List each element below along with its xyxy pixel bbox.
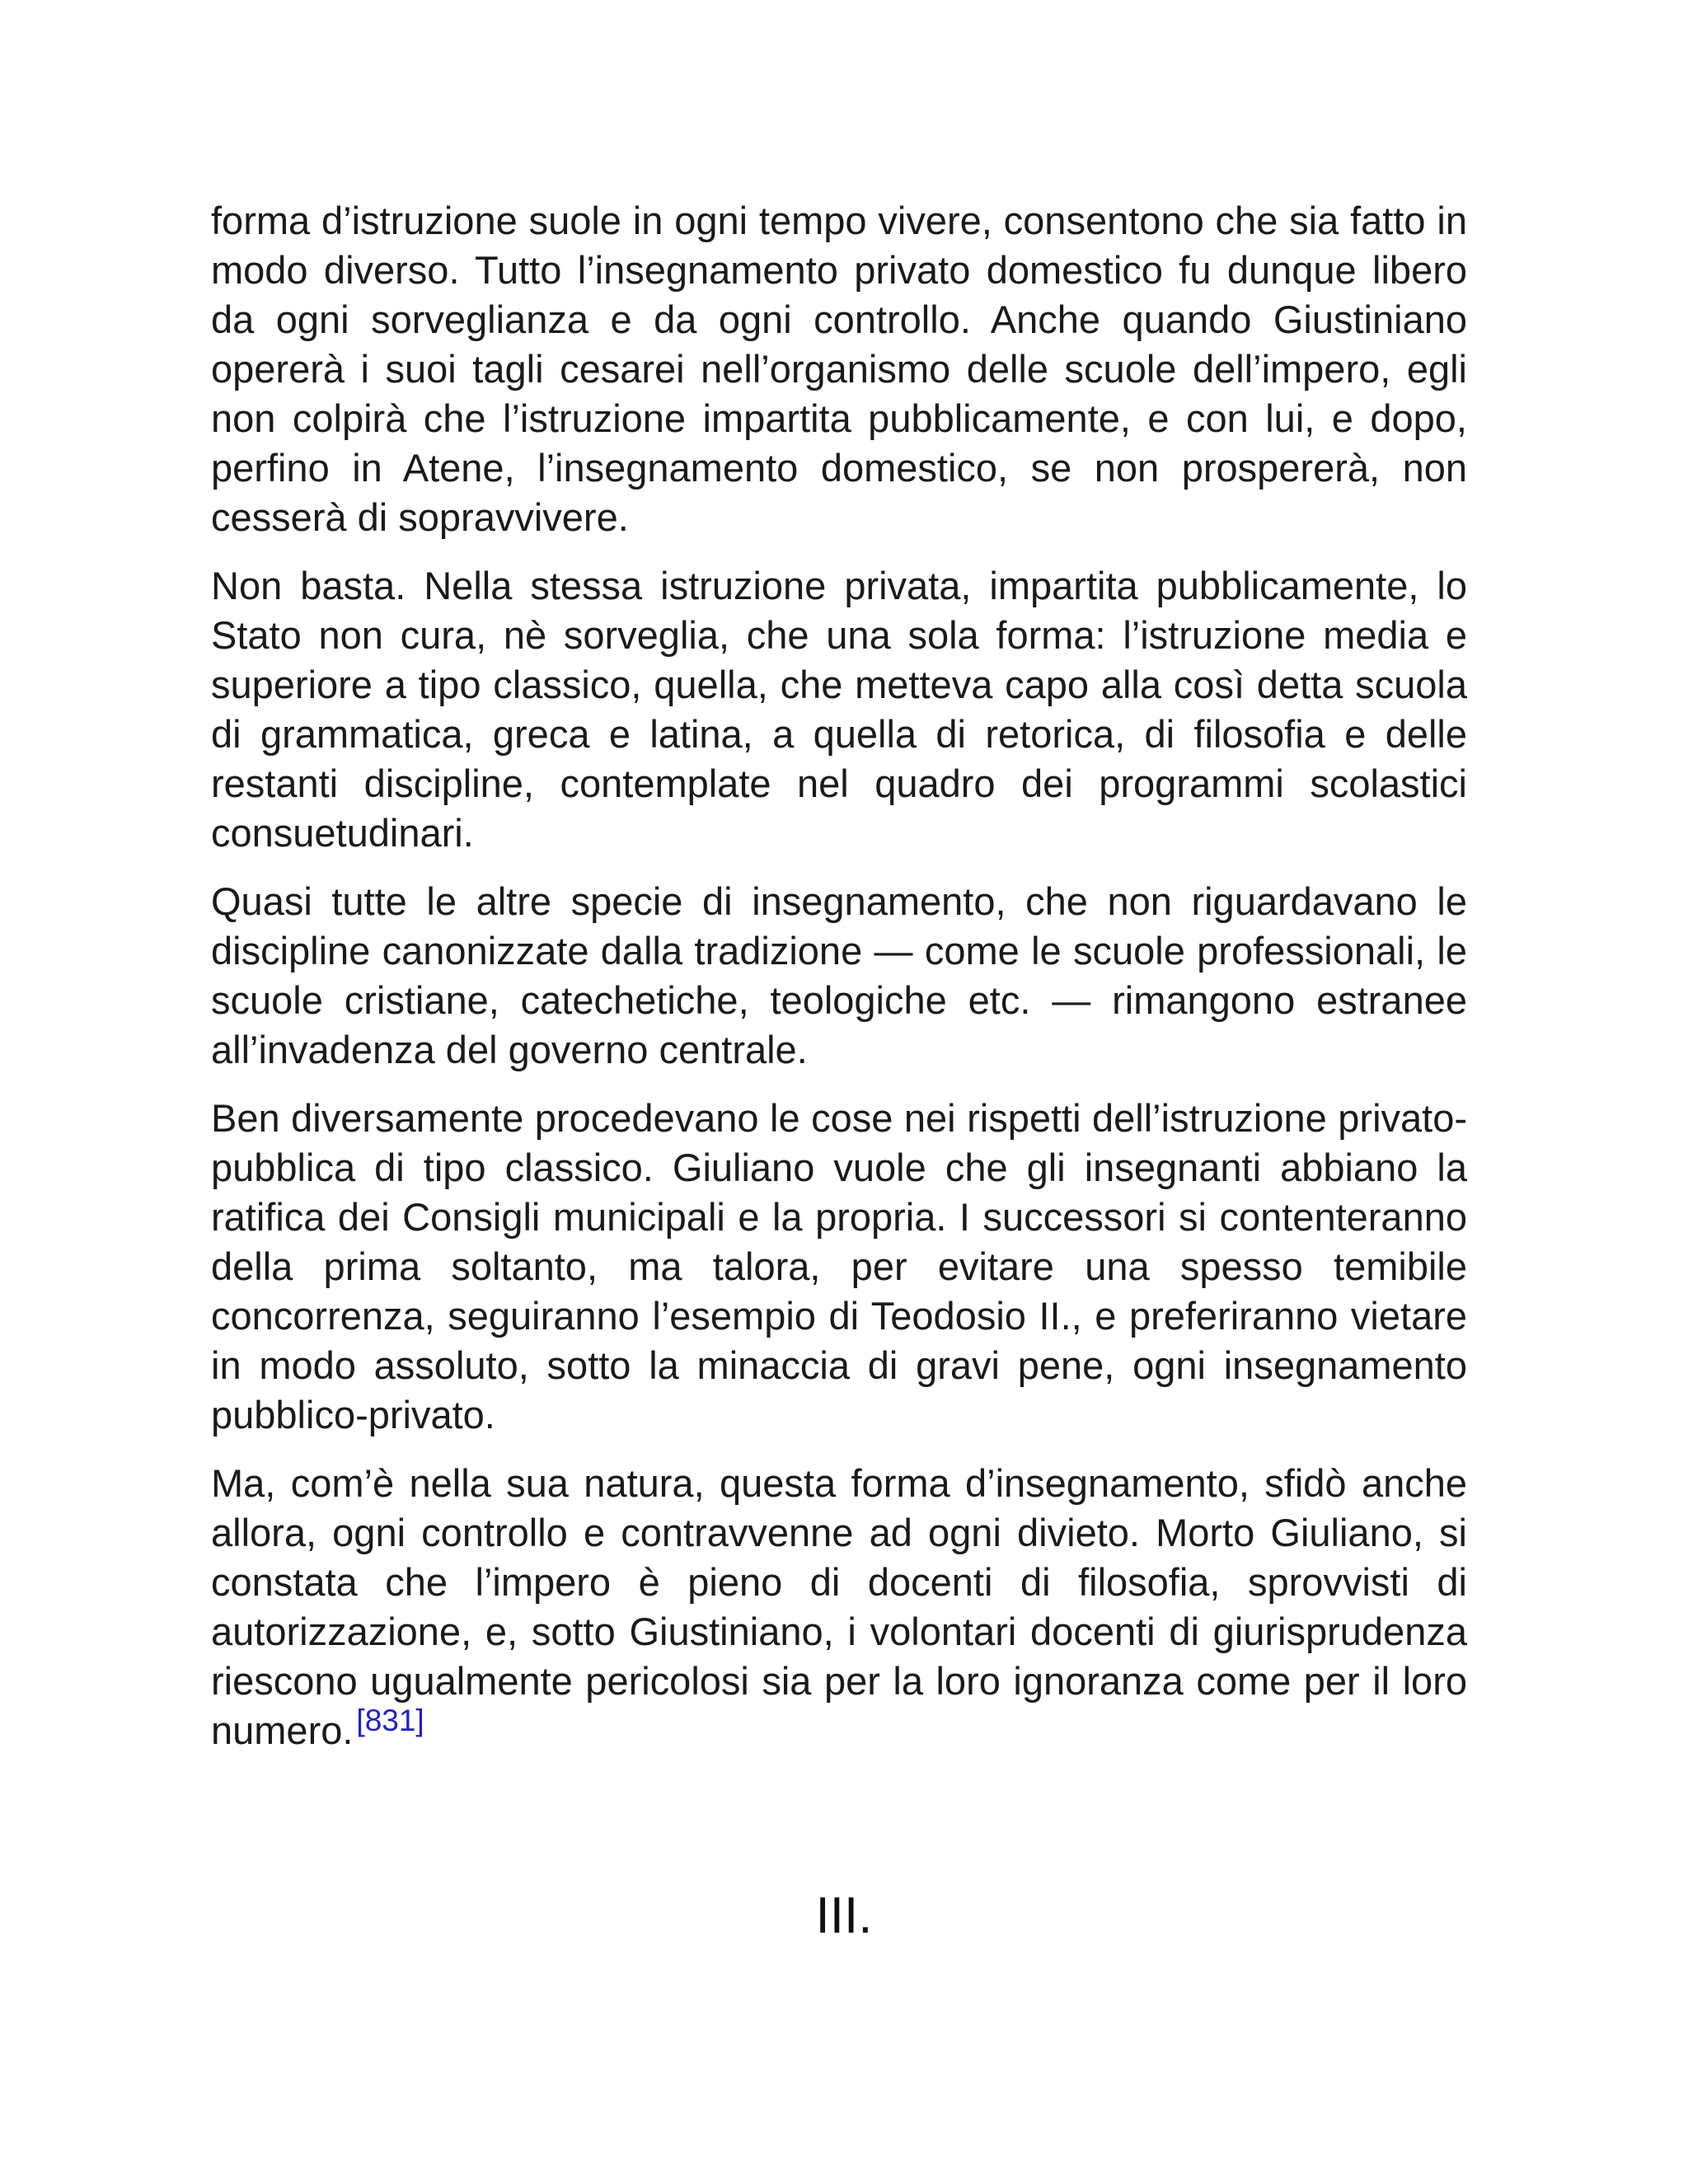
paragraph-3-text: Quasi tutte le altre specie di insegnamento, che non riguardavano le discipline canonizzate dalla tradizione — come le scuole professionali, le scuole cristiane, catechetiche, teologiche etc. — rimangono estranee all’invadenza del governo centrale.	[211, 879, 1467, 1071]
paragraph-5-text: Ma, com’è nella sua natura, questa forma d’insegnamento, sfidò anche allora, ogni controllo e contravvenne ad ogni divieto. Morto Giuliano, si constata che l’impero è pieno di docenti di filosofia, sprovvisti di autorizzazione, e, sotto Giustiniano, i volontari docenti di giurisprudenza riescono ugualmente pericolosi sia per la loro ignoranza come per il loro numero.	[211, 1461, 1467, 1752]
paragraph-1-text: forma d’istruzione suole in ogni tempo vivere, consentono che sia fatto in modo diverso. Tutto l’insegnamento privato domestico fu dunque libero da ogni sorveglianza e da ogni controllo. Anche quando Giustiniano opererà i suoi tagli cesarei nell’organismo delle scuole dell’impero, egli non colpirà che l’istruzione impartita pubblicamente, e con lui, e dopo, perfino in Atene, l’insegnamento domestico, se non prospererà, non cesserà di sopravvivere.	[211, 199, 1467, 539]
paragraph-5	[211, 1459, 1467, 1755]
footnote-link-831[interactable]: [831]	[356, 1704, 424, 1737]
paragraph-4	[211, 1094, 1467, 1440]
paragraph-2-text: Non basta. Nella stessa istruzione privata, impartita pubblicamente, lo Stato non cura, nè sorveglia, che una sola forma: l’istruzione media e superiore a tipo classico, quella, che metteva capo alla così detta scuola di grammatica, greca e latina, a quella di retorica, di filosofia e delle restanti discipline, contemplate nel quadro dei programmi scolastici consuetudinari.	[211, 564, 1467, 855]
paragraph-2	[211, 561, 1467, 858]
paragraph-1	[211, 196, 1467, 542]
paragraph-3	[211, 877, 1467, 1075]
section-heading: III.	[815, 1887, 873, 1944]
paragraph-4-text: Ben diversamente procedevano le cose nei rispetti dell’istruzione privato-pubblica di tipo classico. Giuliano vuole che gli insegnanti abbiano la ratifica dei Consigli municipali e la propria. I successori si contenteranno della prima soltanto, ma talora, per evitare una spesso temibile concorrenza, seguiranno l’esempio di Teodosio II., e preferiranno vietare in modo assoluto, sotto la minaccia di gravi pene, ogni insegnamento pubblico-privato.	[211, 1096, 1467, 1436]
document-body	[211, 196, 1467, 1774]
